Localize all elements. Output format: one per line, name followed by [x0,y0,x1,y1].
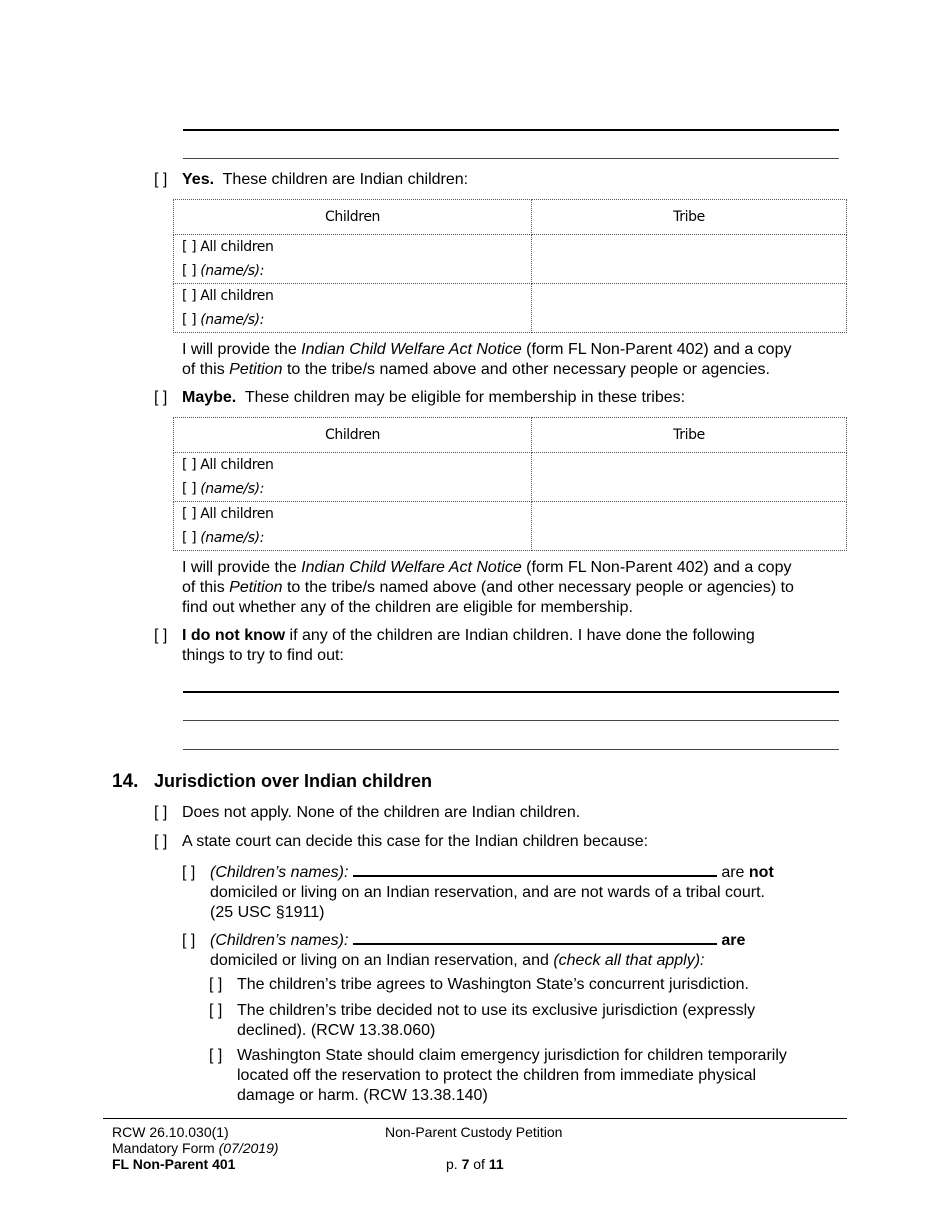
children-names-field[interactable] [353,929,717,945]
table-row [174,453,847,502]
yes-option [154,170,468,190]
footer-divider [103,1118,847,1119]
yes-notice [182,340,791,380]
concurrent-checkbox[interactable]: [ ] [209,976,223,993]
not-domiciled-text: domiciled or living on an Indian reservation, and are not wards of a tribal court. [210,884,765,901]
declined-text-2: declined). (RCW 13.38.060) [237,1022,436,1039]
names-checkbox[interactable]: [ ] [182,263,197,279]
yes-checkbox[interactable]: [ ] [154,171,168,188]
maybe-text: These children may be eligible for membership in these tribes: [244,389,686,406]
maybe-label: Maybe. [182,389,237,406]
names-label: (name/s): [200,263,265,279]
yes-children-tribe-table [173,199,847,333]
page-prefix: p. [446,1156,462,1172]
section-14-heading [112,771,432,792]
names-label: (name/s): [200,312,265,328]
tribe-column-header: Tribe [532,418,847,453]
footer-title: Non-Parent Custody Petition [385,1124,563,1140]
footer-rcw: RCW 26.10.030(1) [112,1124,229,1140]
notice-text: (form FL Non-Parent 402) and a copy [521,341,792,358]
yes-text: These children are Indian children: [222,171,469,188]
tribe-cell[interactable] [532,453,847,502]
children-names-label: (Children’s names): [210,932,349,949]
domiciled-checkbox[interactable]: [ ] [182,932,196,949]
dont-know-label: I do not know [182,627,286,644]
emergency-text-2: located off the reservation to protect the children from immediate physical [237,1067,757,1084]
children-names-label: (Children’s names): [210,864,349,881]
children-column-header: Children [174,418,532,453]
emergency-option [209,1046,787,1106]
state-court-checkbox[interactable]: [ ] [154,833,168,850]
answer-line-efforts-3[interactable] [183,749,839,750]
table-row [174,284,847,333]
all-children-label: All children [200,506,274,522]
does-not-apply-option [154,803,580,823]
declined-checkbox[interactable]: [ ] [209,1002,223,1019]
table-row [174,502,847,551]
emergency-text: Washington State should claim emergency jurisdiction for children temporarily [237,1047,787,1064]
children-names-field[interactable] [353,861,717,877]
domiciled-text: domiciled or living on an Indian reservation, and [210,952,554,969]
form-date: (07/2019) [218,1140,279,1156]
are-emphasis: are [721,932,746,949]
yes-label: Yes. [182,171,215,188]
all-children-checkbox[interactable]: [ ] [182,457,197,473]
not-domiciled-option [182,861,774,923]
icwa-notice-title: Indian Child Welfare Act Notice [301,341,522,358]
does-not-apply-text: Does not apply. None of the children are Indian children. [182,804,581,821]
names-label: (name/s): [200,481,265,497]
maybe-notice [182,558,794,618]
answer-line-efforts-1[interactable] [183,691,839,693]
section-number: 14. [112,771,139,792]
dont-know-text-2: things to try to find out: [182,647,344,664]
notice-text: to the tribe/s named above (and other necessary people or agencies) to [282,579,794,596]
tribe-cell[interactable] [532,235,847,284]
table-row [174,235,847,284]
all-children-checkbox[interactable]: [ ] [182,288,197,304]
emergency-checkbox[interactable]: [ ] [209,1047,223,1064]
not-emphasis: not [748,864,774,881]
notice-text: I will provide the [182,341,302,358]
are-text: are [721,864,749,881]
answer-line-top-2[interactable] [183,158,839,159]
dont-know-text: if any of the children are Indian children. I have done the following [285,627,755,644]
page-of: of [469,1156,489,1172]
maybe-children-tribe-table [173,417,847,551]
names-checkbox[interactable]: [ ] [182,312,197,328]
declined-text: The children’s tribe decided not to use its exclusive jurisdiction (expressly [237,1002,756,1019]
names-label: (name/s): [200,530,265,546]
footer-form-id: FL Non-Parent 401 [112,1156,236,1172]
maybe-checkbox[interactable]: [ ] [154,389,168,406]
usc-citation: (25 USC §1911) [210,904,325,921]
mandatory-form-label: Mandatory Form [112,1140,219,1156]
page-total: 11 [488,1156,504,1172]
icwa-notice-title: Indian Child Welfare Act Notice [301,559,522,576]
notice-text: of this [182,361,230,378]
notice-text: (form FL Non-Parent 402) and a copy [521,559,792,576]
dont-know-checkbox[interactable]: [ ] [154,627,168,644]
all-children-label: All children [200,239,274,255]
all-children-checkbox[interactable]: [ ] [182,239,197,255]
tribe-cell[interactable] [532,502,847,551]
concurrent-text: The children’s tribe agrees to Washington State’s concurrent jurisdiction. [237,976,749,993]
names-checkbox[interactable]: [ ] [182,530,197,546]
state-court-option [154,832,648,852]
tribe-column-header: Tribe [532,200,847,235]
notice-text: I will provide the [182,559,302,576]
dont-know-option [154,626,755,666]
names-checkbox[interactable]: [ ] [182,481,197,497]
notice-text: find out whether any of the children are eligible for membership. [182,599,633,616]
state-court-text: A state court can decide this case for the Indian children because: [182,833,649,850]
maybe-option [154,388,685,408]
petition-title: Petition [229,361,283,378]
petition-title: Petition [229,579,283,596]
does-not-apply-checkbox[interactable]: [ ] [154,804,168,821]
concurrent-option [209,975,749,995]
page-current: 7 [461,1156,470,1172]
emergency-text-3: damage or harm. (RCW 13.38.140) [237,1087,488,1104]
children-column-header: Children [174,200,532,235]
section-title: Jurisdiction over Indian children [154,771,433,791]
notice-text: to the tribe/s named above and other necessary people or agencies. [282,361,770,378]
tribe-cell[interactable] [532,284,847,333]
footer-page-number [446,1156,504,1172]
declined-option [209,1001,755,1041]
domiciled-option [182,929,745,971]
all-children-checkbox[interactable]: [ ] [182,506,197,522]
all-children-label: All children [200,457,274,473]
answer-line-efforts-2[interactable] [183,720,839,721]
not-domiciled-checkbox[interactable]: [ ] [182,864,196,881]
answer-line-top-1[interactable] [183,129,839,131]
notice-text: of this [182,579,230,596]
all-children-label: All children [200,288,274,304]
check-all-instruction: (check all that apply): [553,952,705,969]
footer-mandatory-form [112,1140,279,1156]
